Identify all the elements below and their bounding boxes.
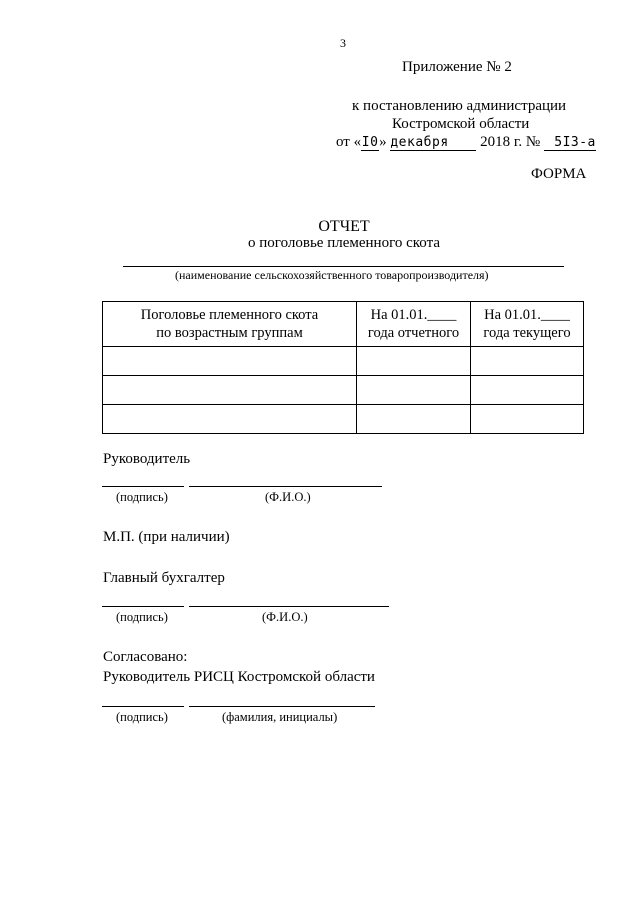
stamp-label: М.П. (при наличии) bbox=[103, 529, 230, 545]
decree-month: декабря bbox=[390, 135, 476, 151]
table-row bbox=[103, 405, 584, 434]
table-cell[interactable] bbox=[357, 405, 471, 434]
producer-name-line bbox=[123, 266, 564, 267]
header-reporting-year: На 01.01.____ года отчетного bbox=[357, 302, 471, 347]
risc-name-line bbox=[189, 706, 375, 707]
decree-line-2: Костромской области bbox=[392, 116, 530, 132]
risc-head-label: Руководитель РИСЦ Костромской области bbox=[103, 669, 375, 685]
table-cell[interactable] bbox=[471, 347, 584, 376]
table-cell[interactable] bbox=[103, 405, 357, 434]
accountant-sign-caption: (подпись) bbox=[116, 610, 168, 624]
table-row bbox=[103, 376, 584, 405]
head-fio-line bbox=[189, 486, 382, 487]
table-cell[interactable] bbox=[103, 347, 357, 376]
risc-sign-line bbox=[102, 706, 184, 707]
head-fio-caption: (Ф.И.О.) bbox=[265, 490, 311, 504]
page-number: 3 bbox=[340, 36, 346, 50]
form-label: ФОРМА bbox=[531, 166, 587, 182]
decree-date-line bbox=[336, 134, 596, 151]
producer-caption: (наименование сельскохозяйственного товаропроизводителя) bbox=[175, 268, 489, 282]
decree-number: 5I3-а bbox=[544, 135, 596, 151]
header-current-year: На 01.01.____ года текущего bbox=[471, 302, 584, 347]
accountant-fio-caption: (Ф.И.О.) bbox=[262, 610, 308, 624]
table-row bbox=[103, 347, 584, 376]
decree-line-1: к постановлению администрации bbox=[352, 98, 567, 114]
agreed-label: Согласовано: bbox=[103, 649, 188, 665]
header-age-groups: Поголовье племенного скота по возрастным группам bbox=[103, 302, 357, 347]
risc-sign-caption: (подпись) bbox=[116, 710, 168, 724]
decree-year: 2018 г. № bbox=[480, 134, 541, 150]
table-cell[interactable] bbox=[103, 376, 357, 405]
head-sign-line bbox=[102, 486, 184, 487]
accountant-label: Главный бухгалтер bbox=[103, 570, 225, 586]
decree-day: I0 bbox=[361, 135, 379, 150]
appendix-heading: Приложение № 2 bbox=[402, 59, 512, 75]
report-title: ОТЧЕТ bbox=[318, 218, 370, 235]
head-sign-caption: (подпись) bbox=[116, 490, 168, 504]
accountant-sign-line bbox=[102, 606, 184, 607]
report-subtitle: о поголовье племенного скота bbox=[248, 235, 440, 251]
risc-name-caption: (фамилия, инициалы) bbox=[222, 710, 338, 724]
livestock-table bbox=[102, 301, 584, 434]
table-cell[interactable] bbox=[357, 347, 471, 376]
table-header-row bbox=[103, 302, 584, 347]
date-prefix: от « bbox=[336, 134, 362, 150]
date-mid: » bbox=[379, 134, 387, 150]
table-cell[interactable] bbox=[471, 376, 584, 405]
table-cell[interactable] bbox=[471, 405, 584, 434]
table-cell[interactable] bbox=[357, 376, 471, 405]
accountant-fio-line bbox=[189, 606, 389, 607]
head-label: Руководитель bbox=[103, 451, 191, 467]
